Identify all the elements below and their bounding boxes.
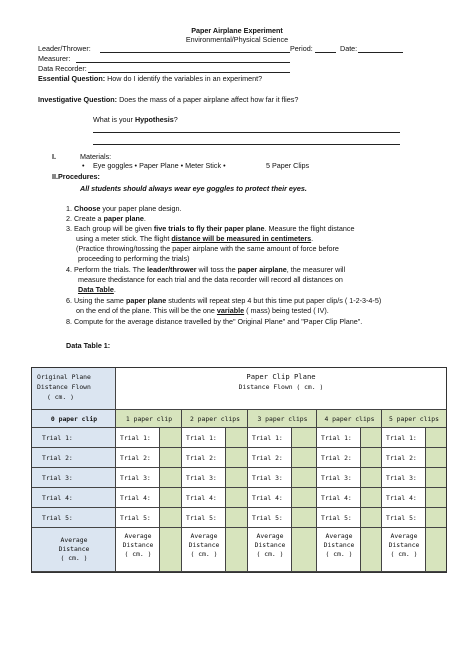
trial-label: Trial 4: [321,494,352,502]
average-label: Distance [254,541,286,549]
trial-label: Trial 2: [321,454,352,462]
average-value-input[interactable] [292,528,317,572]
step-6: 6. Using the same paper plane students will repeat step 4 but this time put paper clip/s ( 1-2-3-4-5) [66,296,382,305]
trial-label-cell [116,428,160,448]
trial-label: Trial 3: [321,474,352,482]
trial-value-input[interactable] [292,488,317,508]
trial-label: Trial 4: [120,494,151,502]
materials-label: Materials: [80,152,112,161]
trial-label-cell [116,488,160,508]
average-label: Average [190,532,218,540]
trial-label-cell [116,468,160,488]
hypothesis-prompt [93,115,178,124]
trial-value-input[interactable] [226,428,248,448]
step-3-line-2: using a meter stick. The flight distance will be measured in centimeters. [76,234,314,243]
average-label: Distance [388,541,420,549]
trial-value-input[interactable] [292,428,317,448]
trial-label: Trial 5: [120,514,151,522]
period-label: Period: [290,44,313,53]
hypothesis-line-2[interactable] [93,144,400,145]
trial-label: Trial 5: [42,514,73,522]
trial-label-cell [382,488,426,508]
trial-label-cell [32,488,116,508]
materials-numeral: I. [52,152,56,161]
trial-label-cell [248,448,292,468]
recorder-field[interactable] [88,72,290,73]
average-label: Distance [58,545,90,553]
investigative-question-label: Investigative Question: [38,95,118,104]
trial-label-cell [248,428,292,448]
trial-value-input[interactable] [426,468,446,488]
trial-label: Trial 4: [386,494,417,502]
trial-label-cell [317,428,361,448]
average-label: Average [256,532,284,540]
trial-label: Trial 2: [120,454,151,462]
average-label: ( cm. ) [256,550,284,558]
trial-label-cell [32,428,116,448]
safety-warning: All students should always wear eye goggles to protect their eyes. [80,184,307,193]
trial-label: Trial 1: [321,434,352,442]
trial-value-input[interactable] [292,508,317,528]
trial-label-cell [317,448,361,468]
trial-value-input[interactable] [426,428,446,448]
step-4-line-3: Data Table. [78,285,116,294]
data-table [31,367,447,573]
average-value-input[interactable] [226,528,248,572]
hypothesis-line-1[interactable] [93,132,400,133]
trial-label-cell [248,468,292,488]
step-4-line-2: measure thedistance for each trial and the data recorder will record all distances on [78,275,343,284]
trial-label: Trial 4: [252,494,283,502]
trial-label: Trial 3: [386,474,417,482]
date-label: Date: [340,44,358,53]
trial-label: Trial 2: [186,454,217,462]
materials-list: Eye goggles • Paper Plane • Meter Stick • [93,161,226,170]
trial-label: Trial 2: [252,454,283,462]
trial-label-cell [317,508,361,528]
measurer-field[interactable] [76,62,290,63]
trial-value-input[interactable] [361,488,382,508]
period-field[interactable] [315,52,336,53]
average-label: Distance [323,541,355,549]
trial-label-cell [182,428,226,448]
trial-value-input[interactable] [160,448,182,468]
trial-label: Trial 3: [186,474,217,482]
trial-value-input[interactable] [226,508,248,528]
hypothesis-word: Hypothesis [134,115,174,124]
materials-bullet-icon: • [82,161,85,170]
average-label-cell [32,528,116,572]
trial-label: Trial 2: [386,454,417,462]
trial-value-input[interactable] [226,488,248,508]
trial-value-input[interactable] [361,448,382,468]
trial-value-input[interactable] [426,508,446,528]
column-header-label: 1 paper clip [125,415,173,423]
hypothesis-prefix: What is your [93,115,135,124]
step-8: 8. Compute for the average distance travelled by the" Original Plane" and "Paper Clip Plane". [66,317,363,326]
column-header-2 [182,410,248,428]
trial-label: Trial 1: [120,434,151,442]
paper-clip-plane-header: Paper Clip Plane Distance Flown ( cm. ) [116,368,446,410]
trial-label-cell [182,468,226,488]
trial-label-cell [32,448,116,468]
trial-value-input[interactable] [426,488,446,508]
procedures-label: II.Procedures: [52,172,100,181]
column-header-label: 4 paper clips [324,415,375,423]
trial-label-cell [248,508,292,528]
investigative-question [38,95,298,104]
average-label: ( cm. ) [190,550,218,558]
trial-label-cell [116,448,160,468]
original-plane-header: Original Plane Distance Flown ( cm. ) [32,368,116,410]
trial-label: Trial 5: [252,514,283,522]
column-header-3 [248,410,317,428]
trial-value-input[interactable] [361,508,382,528]
trial-label-cell [317,488,361,508]
trial-label-cell [317,468,361,488]
trial-value-input[interactable] [160,468,182,488]
average-label: ( cm. ) [325,550,353,558]
trial-label: Trial 4: [186,494,217,502]
average-label-cell [182,528,226,572]
leader-field[interactable] [100,52,290,53]
average-label: ( cm. ) [390,550,418,558]
average-label-cell [248,528,292,572]
trial-label-cell [382,468,426,488]
average-label: Average [325,532,353,540]
trial-label: Trial 5: [186,514,217,522]
column-header-4 [317,410,382,428]
trial-label-cell [182,488,226,508]
trial-label-cell [182,448,226,468]
trial-label-cell [32,468,116,488]
trial-value-input[interactable] [226,448,248,468]
investigative-question-text: Does the mass of a paper airplane affect how far it flies? [119,95,299,104]
trial-label: Trial 2: [42,454,73,462]
average-label: Distance [122,541,154,549]
trial-label: Trial 5: [386,514,417,522]
essential-question-label: Essential Question: [38,74,106,83]
average-value-input[interactable] [361,528,382,572]
column-header-5 [382,410,446,428]
step-3-line-4: proceeding to performing the trials) [78,254,190,263]
trial-label-cell [32,508,116,528]
leader-label: Leader/Thrower: [38,44,91,53]
step-1: 1. Choose your paper plane design. [66,204,182,213]
trial-label-cell [382,428,426,448]
page-subtitle: Environmental/Physical Science [185,35,289,44]
step-3: 3. Each group will be given five trials to fly their paper plane. Measure the flight distance [66,224,355,233]
average-label-cell [317,528,361,572]
trial-value-input[interactable] [361,468,382,488]
average-label-cell [116,528,160,572]
measurer-label: Measurer: [38,54,71,63]
table-title: Data Table 1: [66,341,111,350]
essential-question-text: How do I identify the variables in an experiment? [107,74,263,83]
trial-label-cell [116,508,160,528]
average-label: ( cm. ) [124,550,152,558]
trial-label: Trial 3: [120,474,151,482]
average-label: Average [60,536,88,544]
trial-value-input[interactable] [160,508,182,528]
trial-label: Trial 5: [321,514,352,522]
date-field[interactable] [358,52,403,53]
trial-label: Trial 4: [42,494,73,502]
average-value-input[interactable] [160,528,182,572]
trial-label: Trial 1: [42,434,73,442]
trial-label: Trial 3: [42,474,73,482]
column-header-label: 0 paper clip [50,415,98,423]
trial-value-input[interactable] [426,448,446,468]
materials-clips: 5 Paper Clips [266,161,310,170]
page-title: Paper Airplane Experiment [191,26,283,35]
column-header-0 [32,410,116,428]
column-header-label: 5 paper clips [388,415,440,423]
trial-label: Trial 3: [252,474,283,482]
column-header-label: 3 paper clips [257,415,308,423]
trial-value-input[interactable] [361,428,382,448]
trial-label-cell [382,448,426,468]
step-4: 4. Perform the trials. The leader/thrower will toss the paper airplane, the measurer will [66,265,346,274]
average-label: Average [390,532,418,540]
trial-label: Trial 1: [186,434,217,442]
trial-label: Trial 1: [252,434,283,442]
recorder-label: Data Recorder: [38,64,87,73]
column-header-1 [116,410,182,428]
column-header-label: 2 paper clips [189,415,241,423]
step-6-line-2: on the end of the plane. This will be the one variable ( mass) being tested ( IV). [76,306,329,315]
step-2: 2. Create a paper plane. [66,214,146,223]
trial-value-input[interactable] [160,488,182,508]
average-value-input[interactable] [426,528,446,572]
trial-value-input[interactable] [226,468,248,488]
trial-value-input[interactable] [160,428,182,448]
trial-value-input[interactable] [292,468,317,488]
trial-value-input[interactable] [292,448,317,468]
trial-label-cell [182,508,226,528]
average-label: Average [124,532,152,540]
hypothesis-suffix: ? [173,115,178,124]
step-3-line-3: (Practice throwing/tossing the paper airplane with the same amount of force before [76,244,339,253]
average-label: Distance [188,541,220,549]
average-label: ( cm. ) [60,554,88,562]
trial-label-cell [248,488,292,508]
trial-label: Trial 1: [386,434,417,442]
essential-question [38,74,262,83]
trial-label-cell [382,508,426,528]
average-label-cell [382,528,426,572]
